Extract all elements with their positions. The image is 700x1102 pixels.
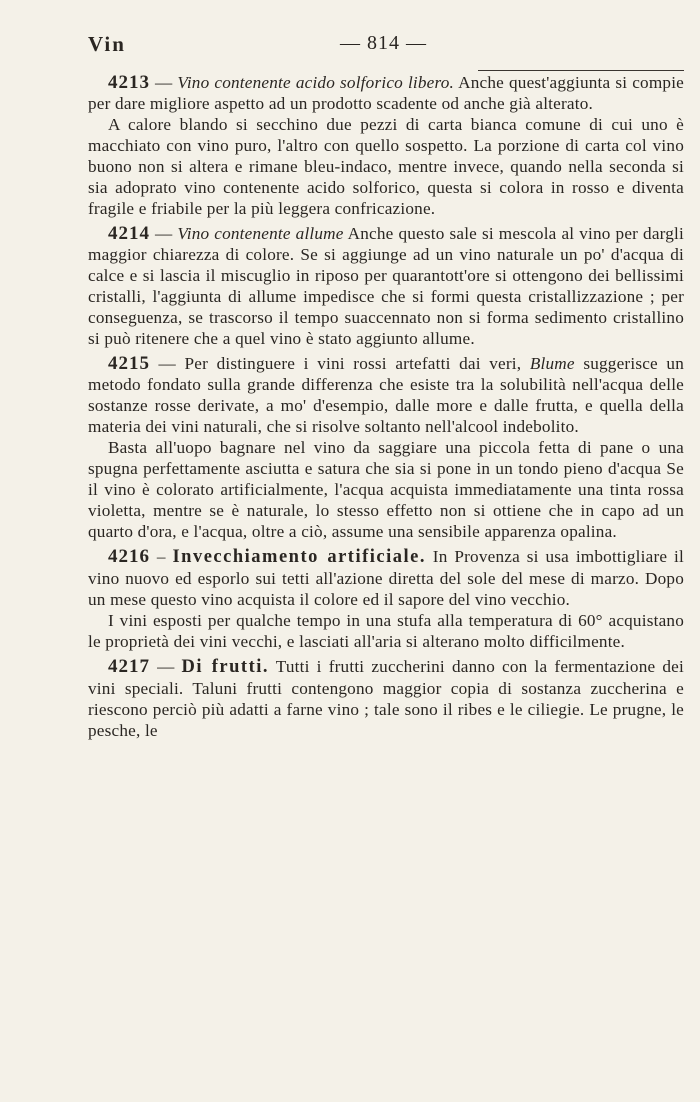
section-paragraph: I vini esposti per qualche tempo in una stufa alla temperatura di 60° acquistano le proprietà dei vini vecchi, e lasciati all'aria si alterano molto difficilmente. [88, 611, 684, 651]
section-text: Anche quest'aggiunta si compie per dare migliore aspetto ad un prodotto scadente od anche già alterato. [88, 73, 684, 113]
section-text: In Provenza si usa imbottigliare il vino nuovo ed esporlo sui tetti all'azione diretta del sole del mese di marzo. Dopo un mese questo vino acquista il colore ed il sapore del vino vecchio. [88, 547, 684, 609]
section-4217 [88, 656, 684, 741]
section-title: Vino contenente allume [177, 224, 344, 243]
section-text: suggerisce un metodo fondato sulla grande differenza che esiste tra la solubilità nell'acqua delle sostanze rosse derivate, a mo' d'esempio, dalle more e dalle frutta, e quella della materia dei vini naturali, che si risolve soltanto nell'alcool indebolito. [88, 354, 685, 436]
header-rule [478, 70, 684, 71]
section-number: 4216 [108, 546, 150, 567]
section-number: 4213 [108, 72, 150, 93]
section-dash: — [150, 224, 178, 243]
section-4215 [88, 353, 684, 542]
section-number: 4215 [108, 353, 150, 374]
section-number: 4217 [108, 656, 150, 677]
section-text: Tutti i frutti zuccherini danno con la fermentazione dei vini speciali. Taluni frutti contengono maggior copia di sostanza zuccherina e riescono perciò più adatti a farne vino ; tale sono il ribes e le ciliegie. Le prugne, le pesche, le [88, 657, 684, 740]
section-paragraph: Basta all'uopo bagnare nel vino da saggiare una piccola fetta di pane o una spugna perfettamente asciutta e satura che sia si pone in un tondo pieno d'acqua Se il vino è colorato artificialmente, l'acqua acquista immediatamente una tinta rossa violetta, mentre se è naturale, lo stesso effetto non si ottiene che in capo ad un quarto d'ora, e l'acqua, oltre a ciò, assume una sensibile apparenza opalina. [88, 438, 684, 541]
section-text: Anche questo sale si mescola al vino per dargli maggior chiarezza di colore. Se si aggiunge ad un vino naturale un po' d'acqua di calce e si lascia il miscuglio in riposo per quarantott'ore si ottengono dei bellissimi cristalli, l'aggiunta di allume impedisce che si formi questa cristallizzazione ; per conseguenza, se trascorso il tempo suaccennato non si forma sedimento cristallino si può ritenere che a quel vino è stato aggiunto allume. [88, 224, 684, 348]
section-title: Di frutti. [181, 657, 269, 677]
section-dash: — [150, 73, 178, 92]
section-text: Per distinguere i vini rossi artefatti dai veri, [184, 354, 530, 373]
section-paragraph [88, 546, 684, 610]
section-4213 [88, 72, 684, 219]
section-dash: — [150, 354, 185, 373]
section-title: Invecchiamento artificiale. [172, 547, 426, 567]
section-title: Vino contenente acido solforico libero. [177, 73, 455, 92]
section-4214 [88, 223, 684, 349]
section-4216 [88, 546, 684, 652]
page-body [88, 72, 684, 741]
page-header [88, 30, 684, 68]
author-name: Blume [529, 354, 575, 373]
section-dash: – [150, 547, 173, 566]
section-dash: — [150, 657, 182, 676]
section-paragraph [88, 223, 684, 349]
section-paragraph [88, 72, 684, 114]
section-paragraph: A calore blando si secchino due pezzi di carta bianca comune di cui uno è macchiato con vino puro, l'altro con quello sospetto. La porzione di carta col vino buono non si altera e rimane bleu-indaco, mentre invece, quando nella seconda si sia adoprato vino contenente acido solforico, questa si colora in rosso e diventa fragile e friabile per la più leggera confricazione. [88, 115, 684, 218]
running-head: Vin [88, 32, 126, 56]
section-number: 4214 [108, 223, 150, 244]
section-paragraph [88, 656, 684, 741]
section-paragraph [88, 353, 684, 437]
page-number: — 814 — [340, 32, 427, 54]
